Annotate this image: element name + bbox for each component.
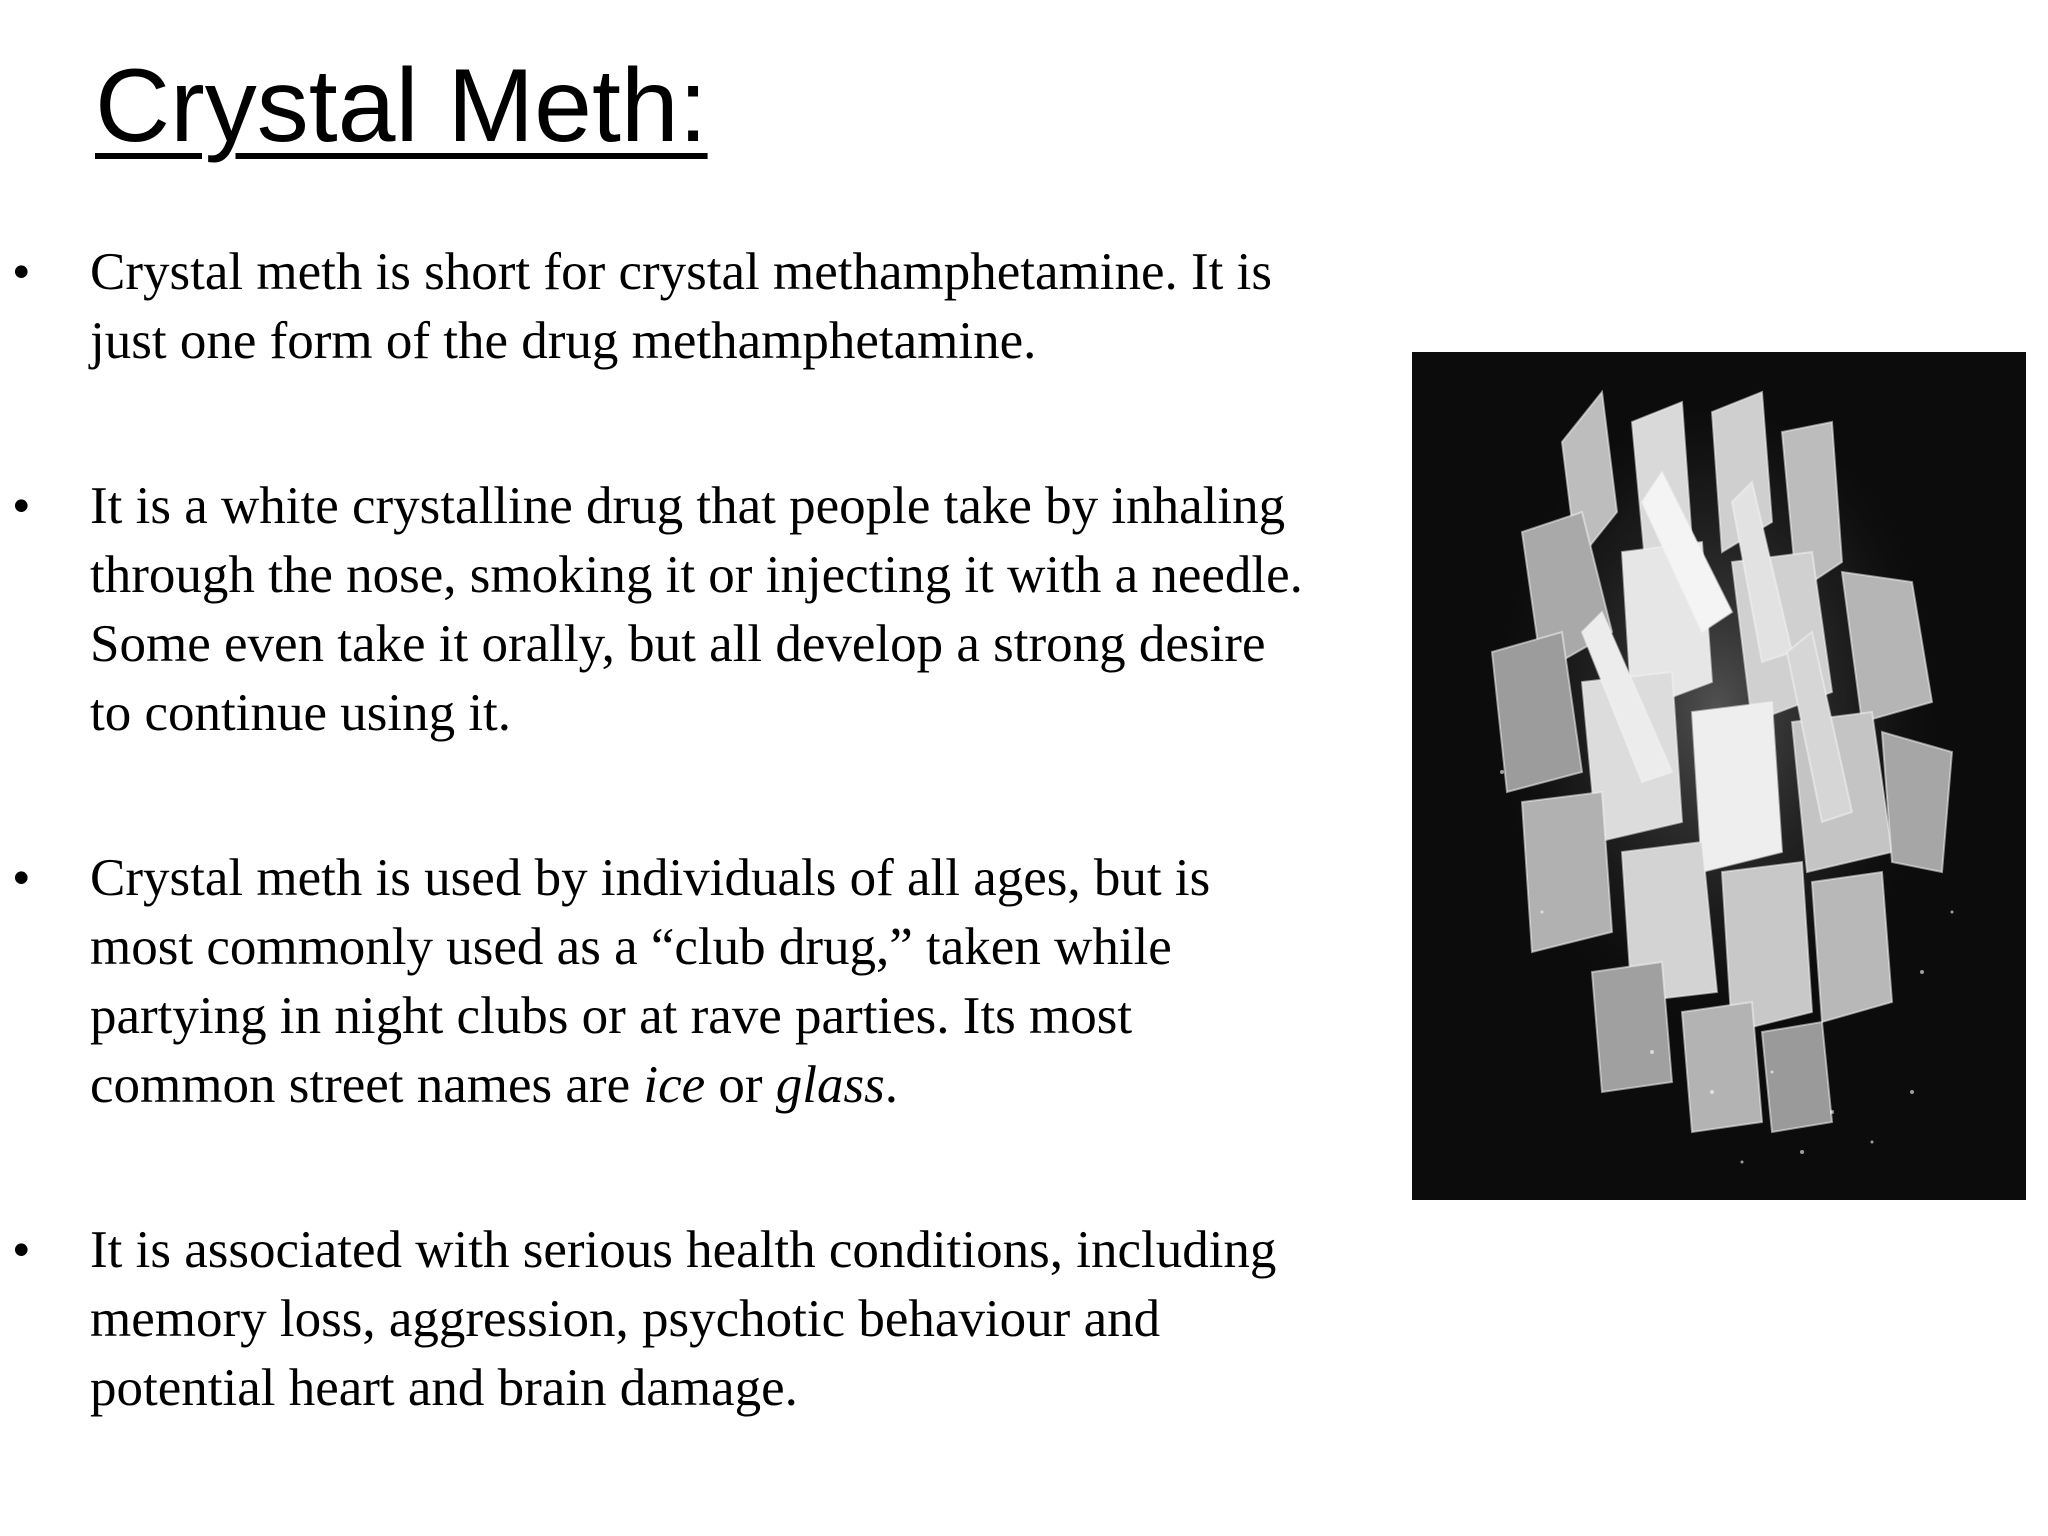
street-name-glass: glass — [775, 1056, 885, 1114]
bullet-line: memory loss, aggression, psychotic behaviour and — [90, 1290, 1161, 1348]
bullet-line: It is associated with serious health conditions, including — [90, 1221, 1277, 1279]
bullet-line: potential heart and brain damage. — [90, 1359, 798, 1417]
bullet-line — [90, 1051, 1420, 1120]
bullet-line: to continue using it. — [90, 684, 512, 742]
crystal-pile-image — [1412, 352, 2026, 1200]
bullet-item — [0, 844, 1420, 1120]
line-middle: or — [705, 1056, 776, 1114]
bullet-dot: • — [12, 477, 31, 535]
bullet-line: It is a white crystalline drug that people take by inhaling — [90, 477, 1286, 535]
bullet-list — [0, 238, 1420, 1423]
bullet-item — [0, 238, 1420, 376]
line-prefix: common street names are — [90, 1056, 644, 1114]
bullet-line: Crystal meth is used by individuals of all ages, but is — [90, 849, 1211, 907]
bullet-line: partying in night clubs or at rave parties. Its most — [90, 987, 1133, 1045]
line-suffix: . — [884, 1056, 899, 1114]
bullet-item — [0, 472, 1420, 748]
bullet-item — [0, 1216, 1420, 1423]
bullet-dot: • — [12, 1221, 31, 1279]
bullet-line: Crystal meth is short for crystal methamphetamine. It is — [90, 243, 1272, 301]
bullet-line: Some even take it orally, but all develop a strong desire — [90, 615, 1266, 673]
bullet-line: just one form of the drug methamphetamine. — [90, 312, 1037, 370]
bullet-line: through the nose, smoking it or injecting it with a needle. — [90, 546, 1303, 604]
bullet-dot: • — [12, 849, 31, 907]
bullet-line: most commonly used as a “club drug,” taken while — [90, 918, 1172, 976]
bullet-dot: • — [12, 243, 31, 301]
slide-title: Crystal Meth: — [95, 48, 708, 164]
street-name-ice: ice — [643, 1056, 706, 1114]
crystal-meth-photo — [1412, 352, 2026, 1200]
